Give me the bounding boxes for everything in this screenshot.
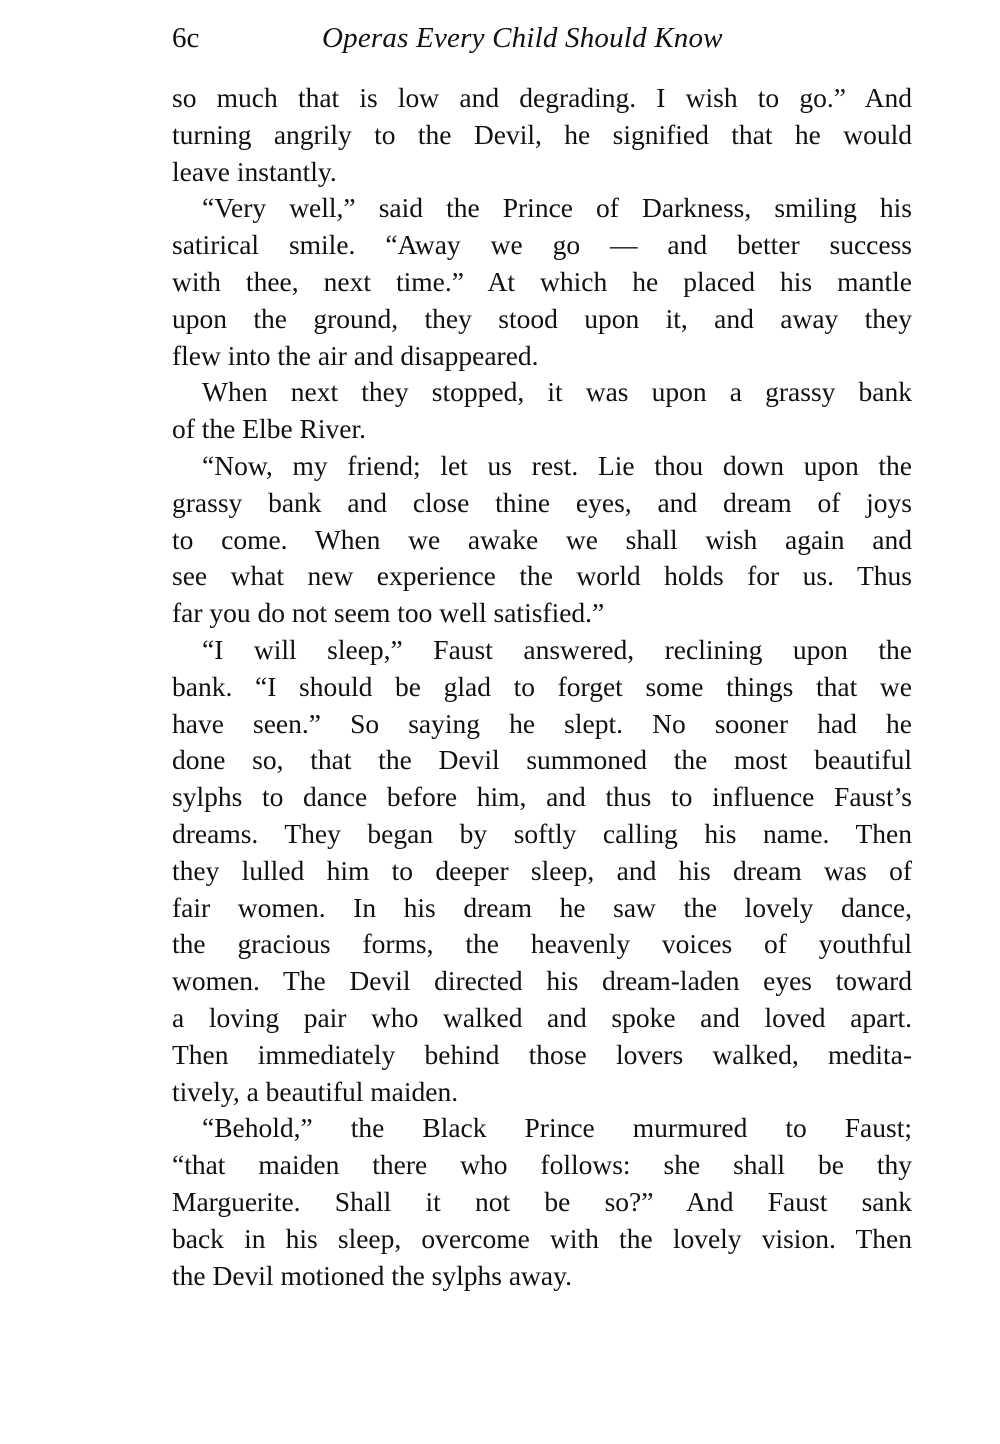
text-line: so much that is low and degrading. I wish to go.” And xyxy=(172,82,912,113)
text-line: flew into the air and disappeared. xyxy=(172,339,539,371)
text-line: they lulled him to deeper sleep, and his dream was of xyxy=(172,854,912,886)
text-line: leave instantly. xyxy=(172,155,337,187)
text-line: “I will sleep,” Faust answered, reclining upon the xyxy=(202,633,912,665)
text-line: upon the ground, they stood upon it, and away they xyxy=(172,302,912,334)
text-line: Then immediately behind those lovers walked, medita- xyxy=(172,1038,912,1070)
text-line: of the Elbe River. xyxy=(172,413,366,445)
text-line: done so, that the Devil summoned the most beautiful xyxy=(172,744,912,776)
text-line: to come. When we awake we shall wish again and xyxy=(172,523,912,555)
text-line: dreams. They began by softly calling his name. Then xyxy=(172,817,912,849)
text-line: “Very well,” said the Prince of Darkness, smiling his xyxy=(202,192,912,224)
text-line: “Now, my friend; let us rest. Lie thou down upon the xyxy=(202,449,912,481)
running-head xyxy=(172,18,912,58)
text-line: have seen.” So saying he slept. No sooner had he xyxy=(172,707,912,739)
text-line: turning angrily to the Devil, he signified that he would xyxy=(172,118,912,150)
text-line: a loving pair who walked and spoke and loved apart. xyxy=(172,1001,912,1033)
text-line: far you do not seem too well satisfied.” xyxy=(172,597,605,629)
text-line: sylphs to dance before him, and thus to influence Faust’s xyxy=(172,781,912,813)
text-line: back in his sleep, overcome with the lovely vision. Then xyxy=(172,1222,912,1254)
text-line: the gracious forms, the heavenly voices of youthful xyxy=(172,928,912,960)
text-line: with thee, next time.” At which he placed his mantle xyxy=(172,265,912,297)
text-line: tively, a beautiful maiden. xyxy=(172,1075,459,1107)
text-line: “that maiden there who follows: she shall be thy xyxy=(172,1149,912,1181)
body-text xyxy=(172,80,912,1294)
text-line: satirical smile. “Away we go — and better success xyxy=(172,229,912,261)
text-line: grassy bank and close thine eyes, and dream of joys xyxy=(172,486,912,518)
text-line: Marguerite. Shall it not be so?” And Faust sank xyxy=(172,1185,912,1217)
text-line: women. The Devil directed his dream-laden eyes toward xyxy=(172,965,912,997)
page-number: 6c xyxy=(172,22,200,54)
text-line: the Devil motioned the sylphs away. xyxy=(172,1259,572,1291)
text-line: fair women. In his dream he saw the lovely dance, xyxy=(172,891,912,923)
text-line: bank. “I should be glad to forget some things that we xyxy=(172,670,912,702)
text-line: When next they stopped, it was upon a grassy bank xyxy=(202,376,912,408)
book-title: Operas Every Child Should Know xyxy=(322,22,723,54)
text-line: “Behold,” the Black Prince murmured to Faust; xyxy=(202,1112,912,1144)
text-line: see what new experience the world holds for us. Thus xyxy=(172,560,912,592)
